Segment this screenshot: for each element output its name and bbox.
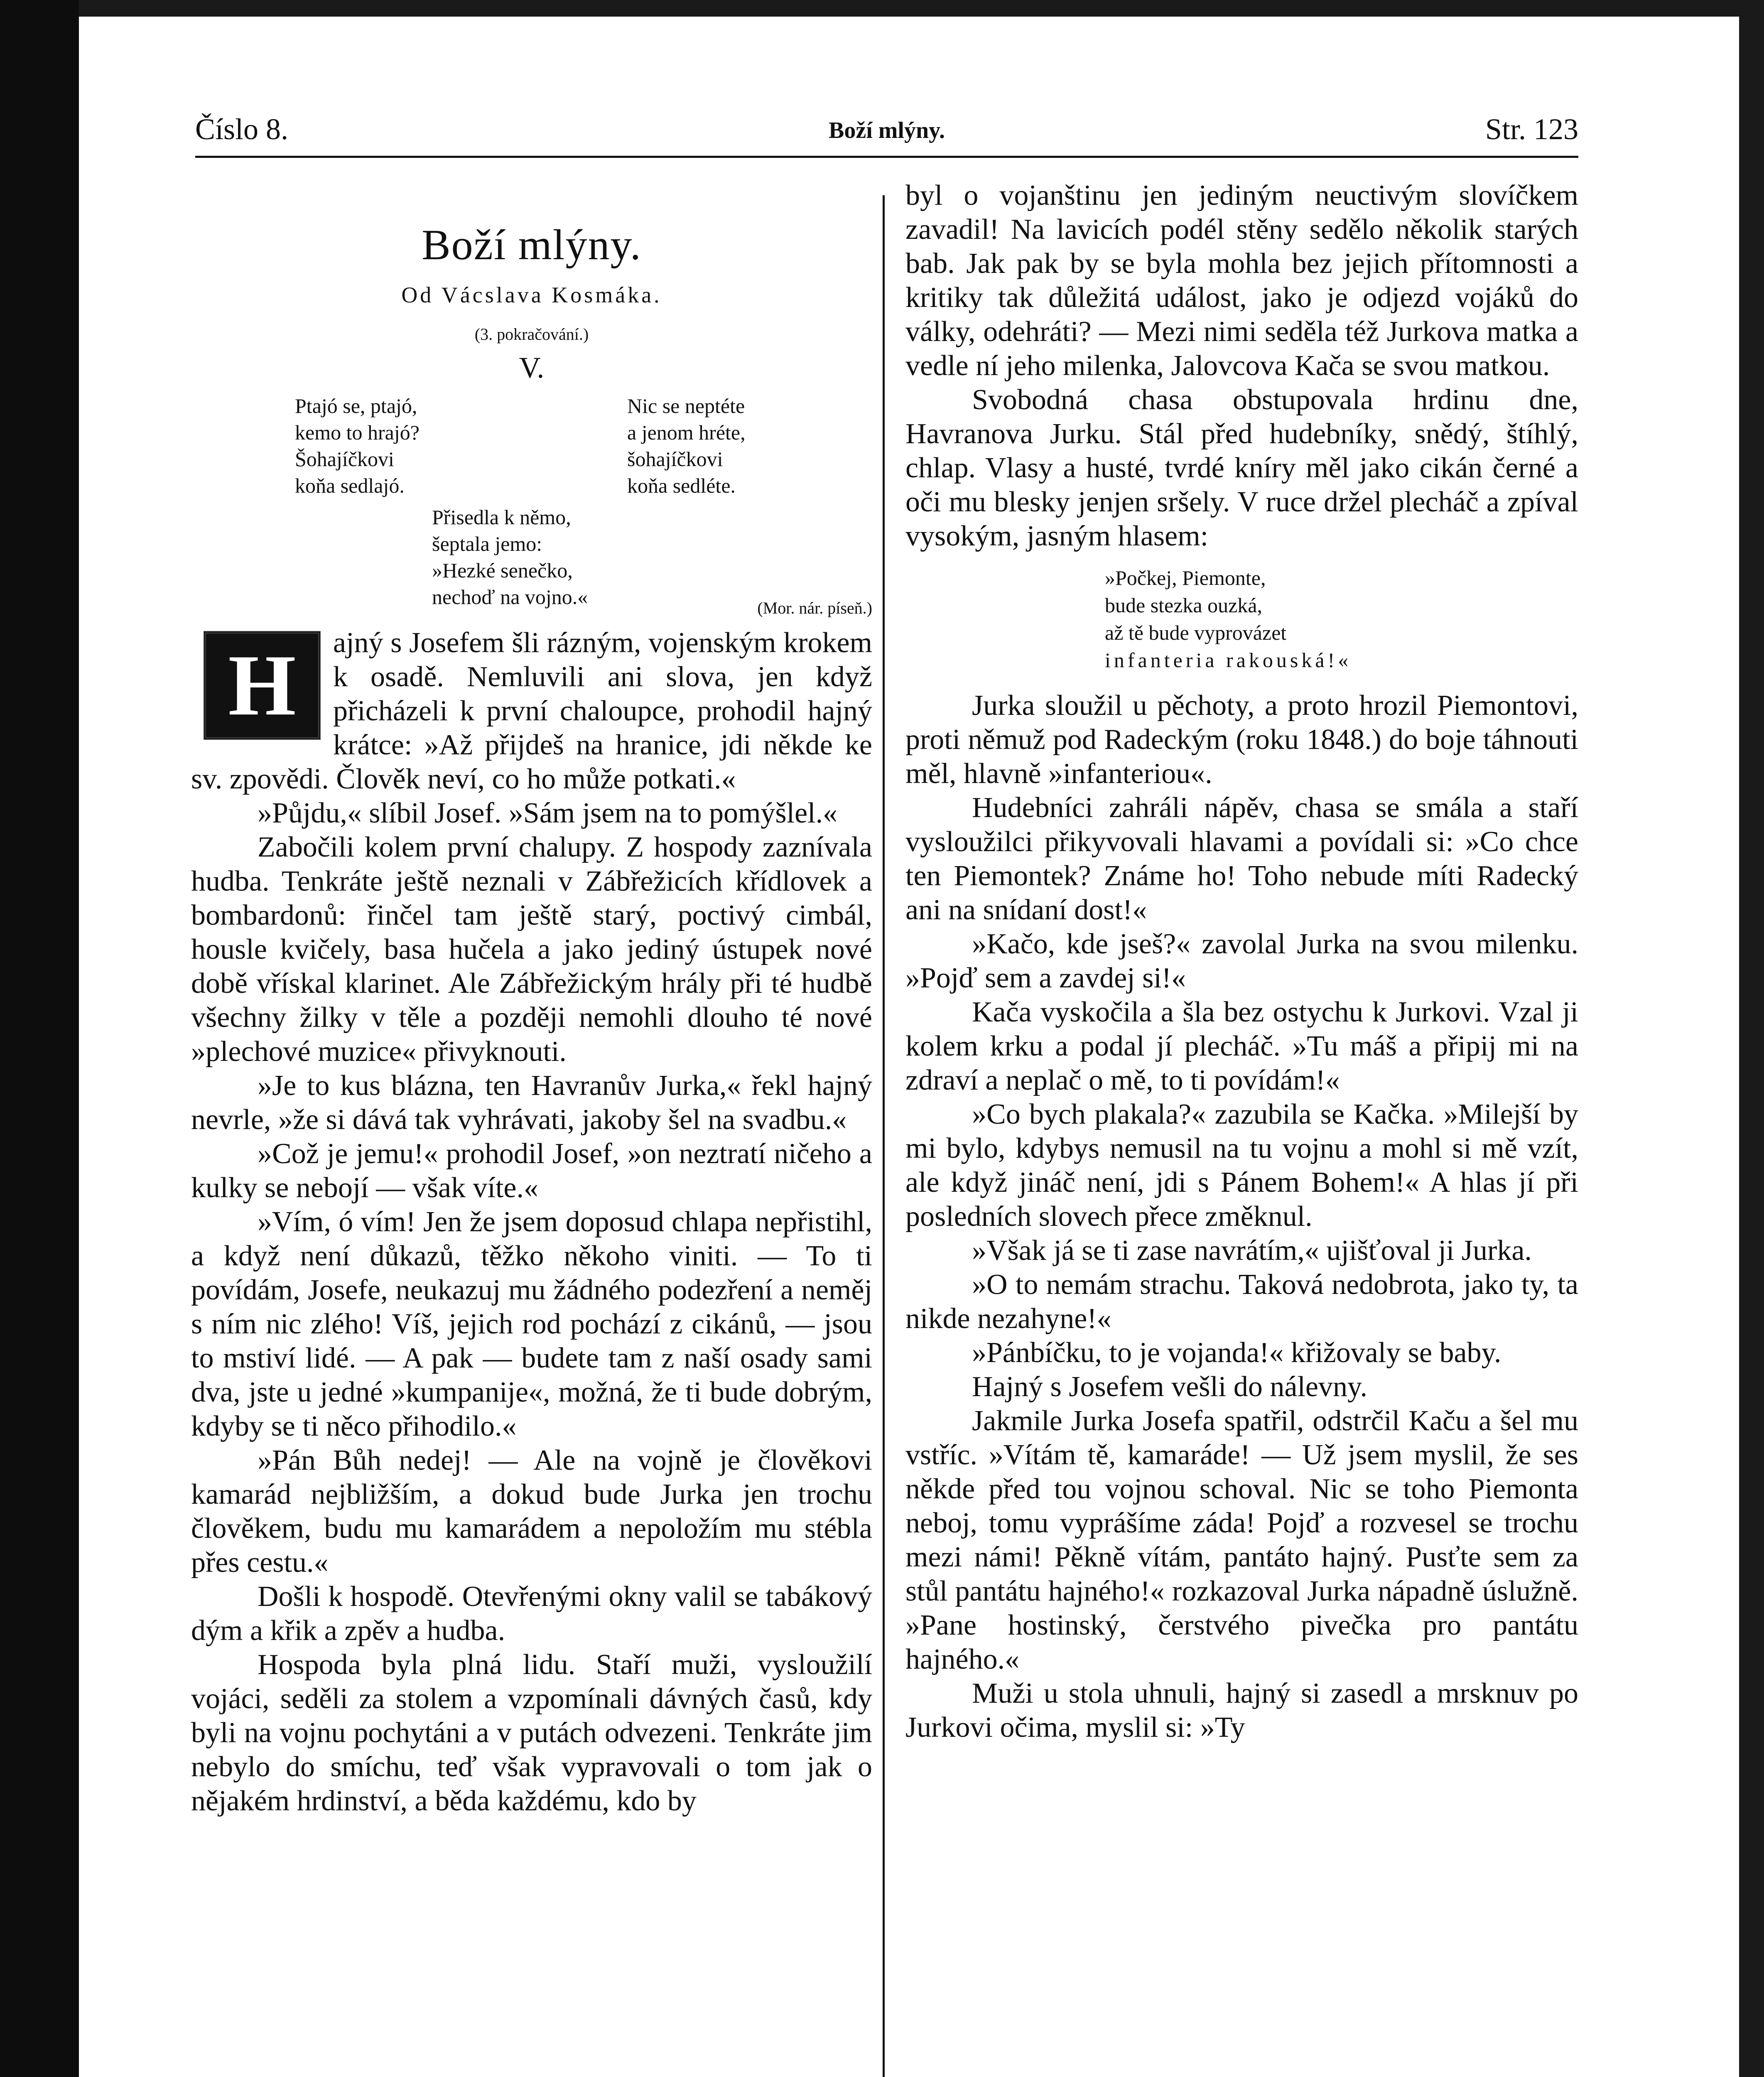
verse-line: koňa sedlajó.	[295, 474, 405, 497]
verse-line: Ptajó se, ptajó,	[295, 394, 417, 417]
paragraph: »Pánbíčku, to je vojanda!« křižovaly se baby.	[972, 1337, 1501, 1369]
paragraph: Zabočili kolem první chalupy. Z hospody zaznívala hudba. Tenkráte ještě neznali v Zábřežicích křídlovek a bombardonů: řinčel tam ještě starý, poctivý cimbál, housle kvičely, basa hučela a jako jediný ústupek nové době vřískal klarinet. Ale Zábřežickým hrály při té hudbě všechny žilky v těle a později nemohli dlouho té nové »plechové muzice« přivyknouti.	[191, 831, 872, 1068]
paragraph: »Však já se ti zase navrátím,« ujišťoval ji Jurka.	[972, 1235, 1532, 1267]
header-rule	[195, 156, 1578, 158]
verse-line: a jenom hréte,	[627, 421, 746, 444]
paragraph: »Vím, ó vím! Jen že jsem doposud chlapa nepřistihl, a když není důkazů, těžko někoho viniti. — To ti povídám, Josefe, neukazuj mu žádného podezření a neměj s ním nic zlého! Víš, jejich rod pochází z cikánů, — jsou to mstiví lidé. — A pak — budete tam z naší osady sami dva, jste u jedné »kumpanije«, možná, že ti bude dobrým, kdyby se ti něco přihodilo.«	[191, 1206, 872, 1442]
paragraph: »Kačo, kde jseš?« zavolal Jurka na svou milenku. »Pojď sem a zavdej si!«	[905, 928, 1578, 994]
song-line: »Počkej, Piemonte,	[1105, 566, 1266, 589]
epigraph-verses	[191, 393, 872, 496]
scan-edge-top	[0, 0, 1764, 17]
verse-line: Šohajíčkovi	[295, 447, 394, 471]
verse-line: nechoď na vojno.«	[432, 585, 588, 609]
paragraph: »Je to kus blázna, ten Havranův Jurka,« řekl hajný nevrle, »že si dává tak vyhrávati, jakoby šel na svadbu.«	[191, 1070, 872, 1136]
paragraph: Svobodná chasa obstupovala hrdinu dne, Havranova Jurku. Stál před hudebníky, snědý, štíhlý, chlap. Vlasy a husté, tvrdé kníry měl jako cikán černé a oči mu blesky jenjen sršely. V ruce držel plecháč a zpíval vysokým, jasným hlasem:	[905, 384, 1578, 552]
opening-paragraph-text: ajný s Josefem šli rázným, vojenským krokem k osadě. Nemluvili ani slova, jen když přicházeli k první chaloupce, prohodil hajný krátce: »Až přijdeš na hranice, jdi někde ke sv. zpovědi. Člověk neví, co ho může potkati.«	[191, 627, 872, 795]
song-line: až tě bude vyprovázet	[1105, 621, 1287, 644]
page-number: Str. 123	[1485, 113, 1578, 146]
verse-line: šeptala jemo:	[432, 532, 542, 555]
running-header	[195, 112, 1578, 158]
verse-line: Přisedla k němo,	[432, 506, 571, 529]
paragraph: Muži u stola uhnuli, hajný si zasedl a mrsknuv po Jurkovi očima, myslil si: »Ty	[905, 1677, 1578, 1743]
scan-edge-left	[0, 0, 79, 2077]
installment-note: (3. pokračování.)	[474, 325, 589, 344]
verse-line: »Hezké senečko,	[432, 559, 573, 582]
issue-number: Číslo 8.	[195, 113, 289, 146]
verse-stanza-c	[432, 504, 872, 610]
verse-stanza-b	[627, 393, 860, 499]
paragraph: »Co bych plakala?« zazubila se Kačka. »Milejší by mi bylo, kdybys nemusil na tu vojnu a mohl si mě vzít, ale když jináč není, jdi s Pánem Bohem!« A hlas jí při posledních slovech přece změknul.	[905, 1098, 1578, 1232]
left-column	[191, 183, 872, 1818]
song-line: infanteria rakouská!«	[1105, 648, 1352, 672]
dropcap-initial: H	[204, 631, 321, 740]
running-title: Boží mlýny.	[828, 118, 945, 143]
verse-source: (Mor. nár. píseň.)	[757, 599, 872, 617]
column-rule	[883, 195, 885, 2077]
article-byline: Od Vácslava Kosmáka.	[401, 282, 662, 307]
song-line: bude stezka ouzká,	[1105, 594, 1263, 617]
paragraph: Kača vyskočila a šla bez ostychu k Jurkovi. Vzal ji kolem krku a podal jí plecháč. »Tu máš a připij mi na zdraví a neplač o mě, to ti povídám!«	[905, 996, 1578, 1096]
song-verse	[1105, 564, 1578, 674]
paragraph: »Půjdu,« slíbil Josef. »Sám jsem na to pomýšlel.«	[258, 797, 838, 829]
verse-line: koňa sedléte.	[627, 474, 736, 497]
verse-line: kemo to hrajó?	[295, 421, 420, 444]
paragraph: Hajný s Josefem vešli do nálevny.	[972, 1371, 1367, 1403]
paragraph: Jakmile Jurka Josefa spatřil, odstrčil Kaču a šel mu vstříc. »Vítám tě, kamaráde! — Už jsem myslil, že ses někde před tou vojnou schoval. Nic se toho Piemonta neboj, tomu vyprášíme záda! Pojď a rozvesel se trochu mezi námi! Pěkně vítám, pantáto hajný. Pusťte sem za stůl pantátu hajného!« rozkazoval Jurka nápadně úslužně. »Pane hostinský, čerstvého pivečka pro pantátu hajného.«	[905, 1405, 1578, 1675]
paragraph: Jurka sloužil u pěchoty, a proto hrozil Piemontovi, proti němuž pod Radeckým (roku 1848.) do boje táhnouti měl, hlavně »infanteriou«.	[905, 690, 1578, 790]
paragraph: »Což je jemu!« prohodil Josef, »on neztratí ničeho a kulky se nebojí — však víte.«	[191, 1138, 872, 1204]
article-title: Boží mlýny.	[422, 221, 642, 269]
paragraph: Hospoda byla plná lidu. Staří muži, vysloužilí vojáci, seděli za stolem a vzpomínali dávných časů, kdy byli na vojnu pochytáni a v putách odvezeni. Tenkráte jim nebylo do smíchu, teď však vypravovali o tom jak o nějakém hrdinství, a běda každému, kdo by	[191, 1649, 872, 1817]
verse-line: Nic se neptéte	[627, 394, 745, 417]
right-column	[905, 179, 1578, 1745]
paragraph: Došli k hospodě. Otevřenými okny valil se tabákový dým a křik a zpěv a hudba.	[191, 1581, 872, 1647]
paragraph: »O to nemám strachu. Taková nedobrota, jako ty, ta nikde nezahyne!«	[905, 1269, 1578, 1335]
paragraph: byl o vojanštinu jen jediným neuctivým slovíčkem zavadil! Na lavicích podél stěny sedělo několik starých bab. Jak pak by se byla mohla bez jejich přítomnosti a kritiky tak důležitá událost, jako je odjezd vojáků do války, odehráti? — Mezi nimi seděla též Jurkova matka a vedle ní jeho milenka, Jalovcova Kača se svou matkou.	[905, 179, 1578, 382]
scan-edge-right	[1739, 0, 1764, 2077]
paragraph: Hudebníci zahráli nápěv, chasa se smála a staří vysloužilci přikyvovali hlavami a povídali si: »Co chce ten Piemontek? Známe ho! Toho nebude míti Radecký ani na snídaní dost!«	[905, 792, 1578, 926]
verse-line: šohajíčkovi	[627, 447, 723, 471]
verse-stanza-a	[295, 393, 586, 499]
chapter-number: V.	[519, 351, 545, 384]
opening-paragraph	[191, 626, 872, 796]
paragraph: »Pán Bůh nedej! — Ale na vojně je člověkovi kamarád nejbližším, a dokud bude Jurka jen trochu člověkem, budu mu kamarádem a nepoložím mu stébla přes cestu.«	[191, 1444, 872, 1579]
